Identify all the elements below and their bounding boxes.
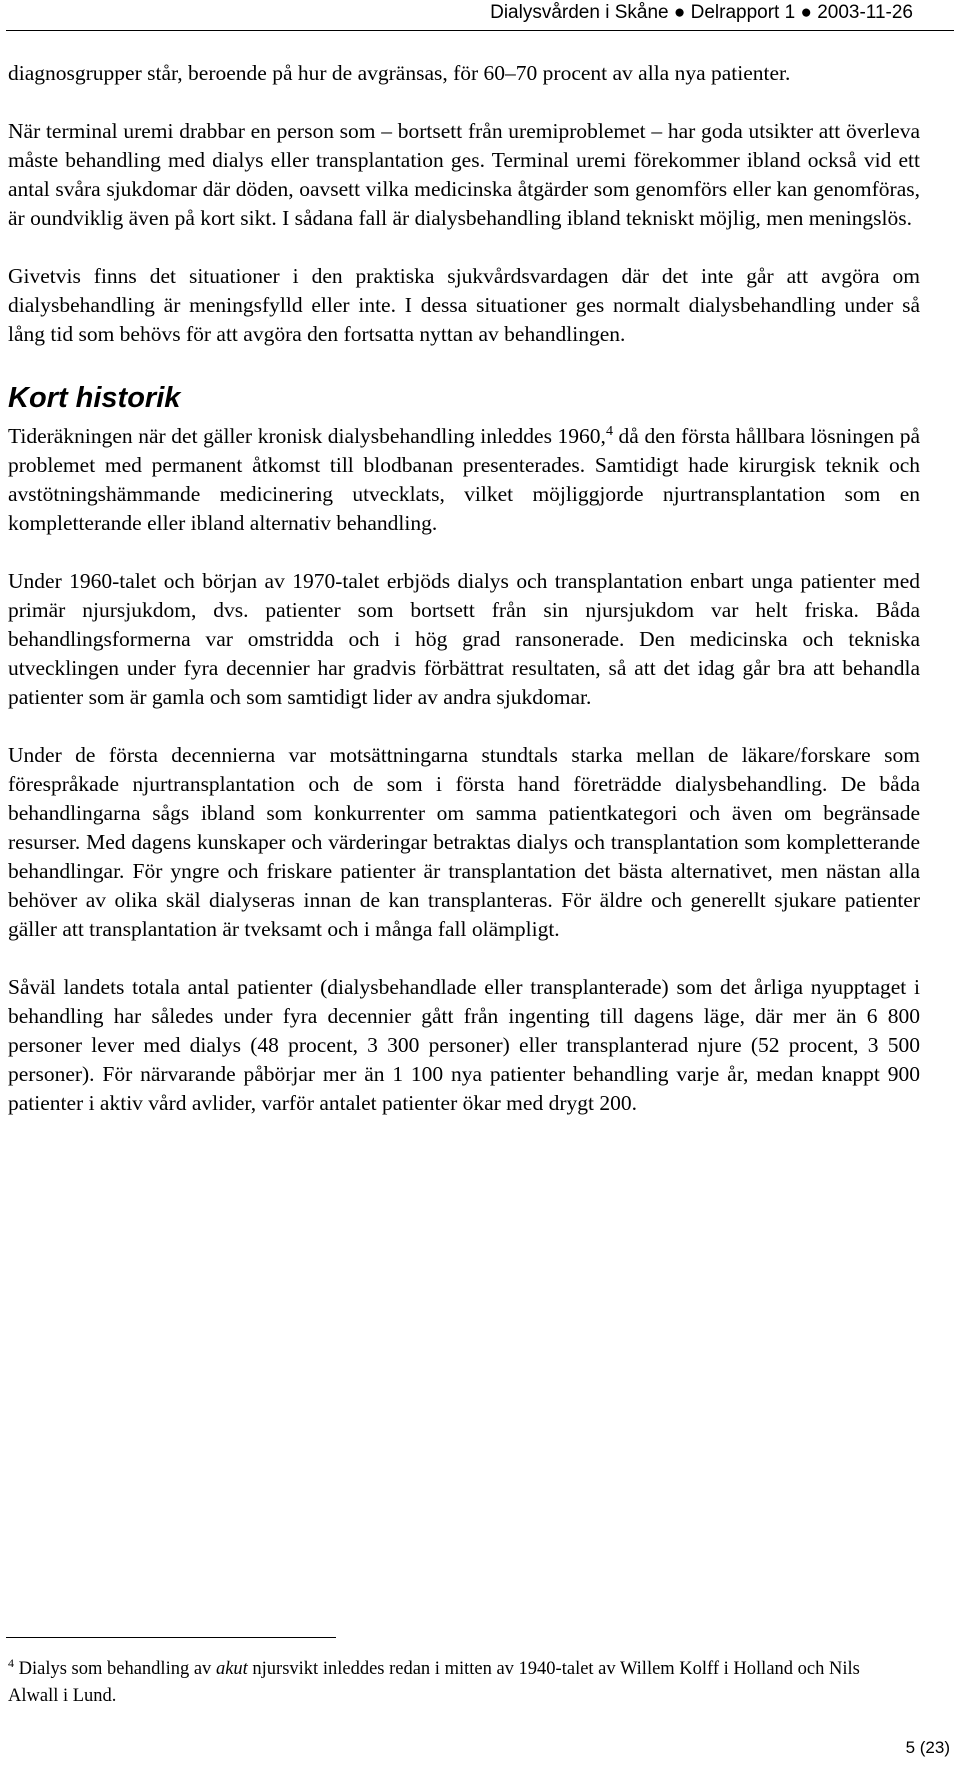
section-heading: Kort historik <box>8 382 181 414</box>
paragraph: När terminal uremi drabbar en person som – bortsett från uremiproblemet – har goda utsikter att överleva måste behandling med dialys eller transplantation ges. Terminal uremi förekommer ibland också vid ett antal svåra sjukdomar där döden, oavsett vilka medicinska åtgärder som genomförs eller kan genomföras, är oundviklig även på kort sikt. I sådana fall är dialysbehandling ibland tekniskt möjlig, men meningslös. <box>8 119 920 230</box>
paragraph: Under de första decennierna var motsättningarna stundtals starka mellan de läkare/forskare som förespråkade njurtransplantation och de som i första hand företrädde dialysbehandling. De båda behandlingarna sågs ibland som konkurrenter om samma patientkategori och även om begränsade resurser. Med dagens kunskaper och värderingar betraktas dialys och transplantation som kompletterande behandlingar. För yngre och friskare patienter är transplantation det bästa alternativet, men nästan alla behöver av olika skäl dialyseras innan de kan transplanteras. För äldre och generellt sjukare patienter gäller att transplantation är tveksamt och i många fall olämpligt. <box>8 743 920 941</box>
footnote-text: Dialys som behandling av <box>14 1659 216 1679</box>
footnote <box>8 1656 908 1710</box>
footnote-rule <box>6 1637 336 1638</box>
paragraph <box>8 422 920 538</box>
body-text <box>8 59 920 1147</box>
page-number: 5 (23) <box>905 1738 950 1757</box>
paragraph: Såväl landets totala antal patienter (dialysbehandlade eller transplanterade) som det årliga nyupptaget i behandling har således under fyra decennier gått från ingenting till dagens läge, där mer än 6 800 personer lever med dialys (48 procent, 3 300 personer) eller transplanterad njure (52 procent, 3 500 personer). För närvarande påbörjar mer än 1 100 nya patienter behandling varje år, medan knappt 900 patienter i aktiv vård avlider, varför antalet patienter ökar med drygt 200. <box>8 975 920 1115</box>
paragraph: Givetvis finns det situationer i den praktiska sjukvårdsvardagen där det inte går att avgöra om dialysbehandling är meningsfylld eller inte. I dessa situationer ges normalt dialysbehandling under så lång tid som behövs för att avgöra den fortsatta nyttan av behandlingen. <box>8 264 920 346</box>
footnote-italic-text: akut <box>215 1659 248 1679</box>
footnote-marker: 4 <box>8 1655 14 1670</box>
running-head: Dialysvården i Skåne ● Delrapport 1 ● 2003-11-26 <box>490 2 913 23</box>
paragraph-text: Tideräkningen när det gäller kronisk dialysbehandling inleddes 1960, <box>8 424 606 448</box>
paragraph: diagnosgrupper står, beroende på hur de avgränsas, för 60–70 procent av alla nya patienter. <box>8 61 791 85</box>
header-rule <box>6 30 954 31</box>
footnote-reference: 4 <box>605 423 613 439</box>
footnote-text: njursvikt inleddes redan i mitten av 1940-talet av Willem Kolff i Holland och Nils Alwall i Lund. <box>8 1659 860 1706</box>
paragraph-text: då den första hållbara lösningen på problemet med permanent åtkomst till blodbanan presenterades. Samtidigt hade kirurgisk teknik och avstötningshämmande medicinering utvecklats, vilket möjliggjorde njurtransplantation som en kompletterande eller ibland alternativ behandling. <box>8 424 921 535</box>
paragraph: Under 1960-talet och början av 1970-talet erbjöds dialys och transplantation enbart unga patienter med primär njursjukdom, dvs. patienter som bortsett från sin njursjukdom var helt friska. Båda behandlingsformerna var omstridda och i hög grad ransonerade. Den medicinska och tekniska utvecklingen under fyra decennier har gradvis förbättrat resultaten, så att det idag går bra att behandla patienter som är gamla och som samtidigt lider av andra sjukdomar. <box>8 569 920 709</box>
